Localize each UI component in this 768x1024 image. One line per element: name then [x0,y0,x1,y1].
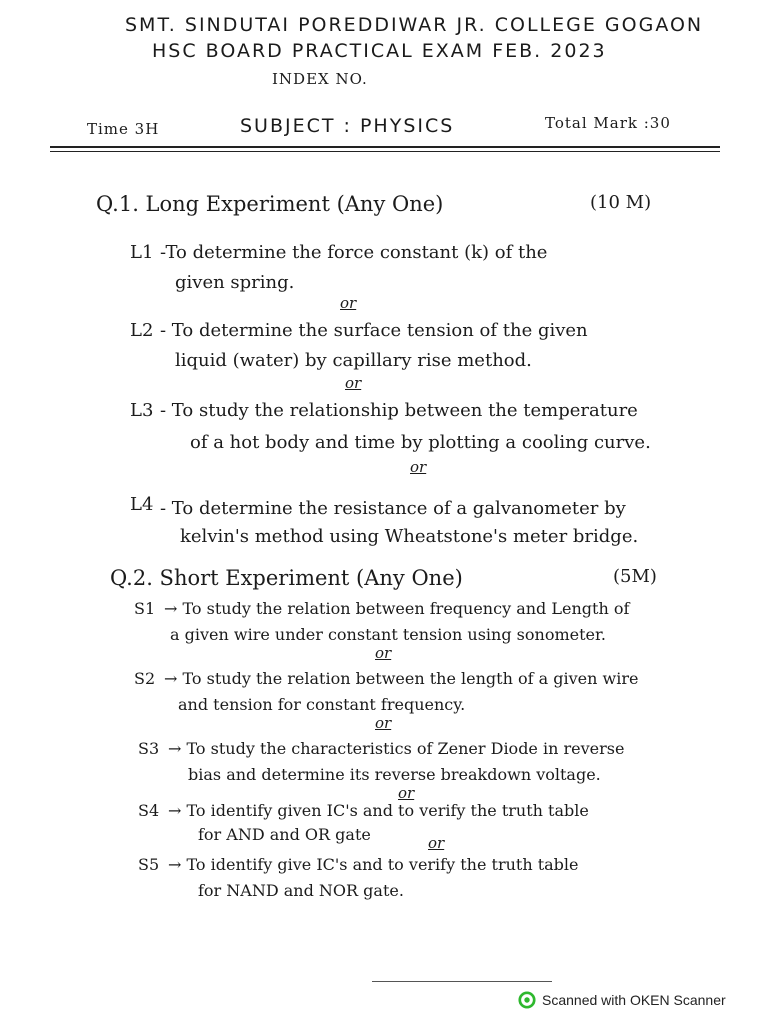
q2-item-line1: → To identify given IC's and to verify the truth table [168,801,589,820]
header-divider [50,146,720,148]
or-separator: or [375,644,392,662]
q2-title: Q.2. Short Experiment (Any One) [110,566,463,590]
q1-marks: (10 M) [590,192,652,213]
q2-item-line1: → To identify give IC's and to verify the truth table [168,855,579,874]
q2-item-label: S1 [134,599,156,618]
or-separator: or [345,374,362,392]
q2-item-line1: → To study the relation between frequency and Length of [164,599,630,618]
q1-item-line2: given spring. [175,272,295,293]
q2-item-line2: and tension for constant frequency. [178,695,466,714]
header-divider-second [50,151,720,152]
time-label: Time 3H [87,120,160,138]
exam-title: HSC BOARD PRACTICAL EXAM FEB. 2023 [152,40,607,62]
q1-item-line2: kelvin's method using Wheatstone's meter bridge. [180,526,639,547]
q1-item-label: L1 [130,242,154,263]
q2-item-label: S4 [138,801,160,820]
or-separator: or [428,834,445,852]
or-separator: or [340,294,357,312]
or-separator: or [375,714,392,732]
index-no-label: INDEX NO. [272,70,368,88]
scanner-logo-icon [518,991,536,1009]
q1-item-line1: - To study the relationship between the temperature [160,400,638,421]
q1-item-line1: - To determine the surface tension of the given [160,320,588,341]
or-separator: or [410,458,427,476]
footer-divider [372,981,552,982]
q1-item-line1: - To determine the resistance of a galvanometer by [160,498,626,519]
q2-item-line2: a given wire under constant tension using sonometer. [170,625,606,644]
subject-label: SUBJECT : PHYSICS [240,115,455,137]
q1-title: Q.1. Long Experiment (Any One) [96,192,444,216]
q2-item-line2: for NAND and NOR gate. [198,881,404,900]
scanner-watermark [518,991,726,1009]
q2-item-line2: bias and determine its reverse breakdown voltage. [188,765,601,784]
or-separator: or [398,784,415,802]
q2-item-line1: → To study the characteristics of Zener Diode in reverse [168,739,625,758]
q2-item-label: S2 [134,669,156,688]
q2-item-label: S5 [138,855,160,874]
q2-item-line1: → To study the relation between the length of a given wire [164,669,639,688]
q1-item-label: L2 [130,320,154,341]
q1-item-label: L3 [130,400,154,421]
q1-item-line2: liquid (water) by capillary rise method. [175,350,532,371]
total-marks-label: Total Mark :30 [545,114,671,132]
college-name: SMT. SINDUTAI POREDDIWAR JR. COLLEGE GOGAON [125,14,704,36]
scanner-watermark-text: Scanned with OKEN Scanner [542,992,726,1008]
q1-item-line1: -To determine the force constant (k) of the [160,242,548,263]
q2-item-line2: for AND and OR gate [198,825,371,844]
q2-marks: (5M) [613,566,657,587]
q1-item-label: L4 [130,494,154,515]
q2-item-label: S3 [138,739,160,758]
q1-item-line2: of a hot body and time by plotting a cooling curve. [190,432,651,453]
